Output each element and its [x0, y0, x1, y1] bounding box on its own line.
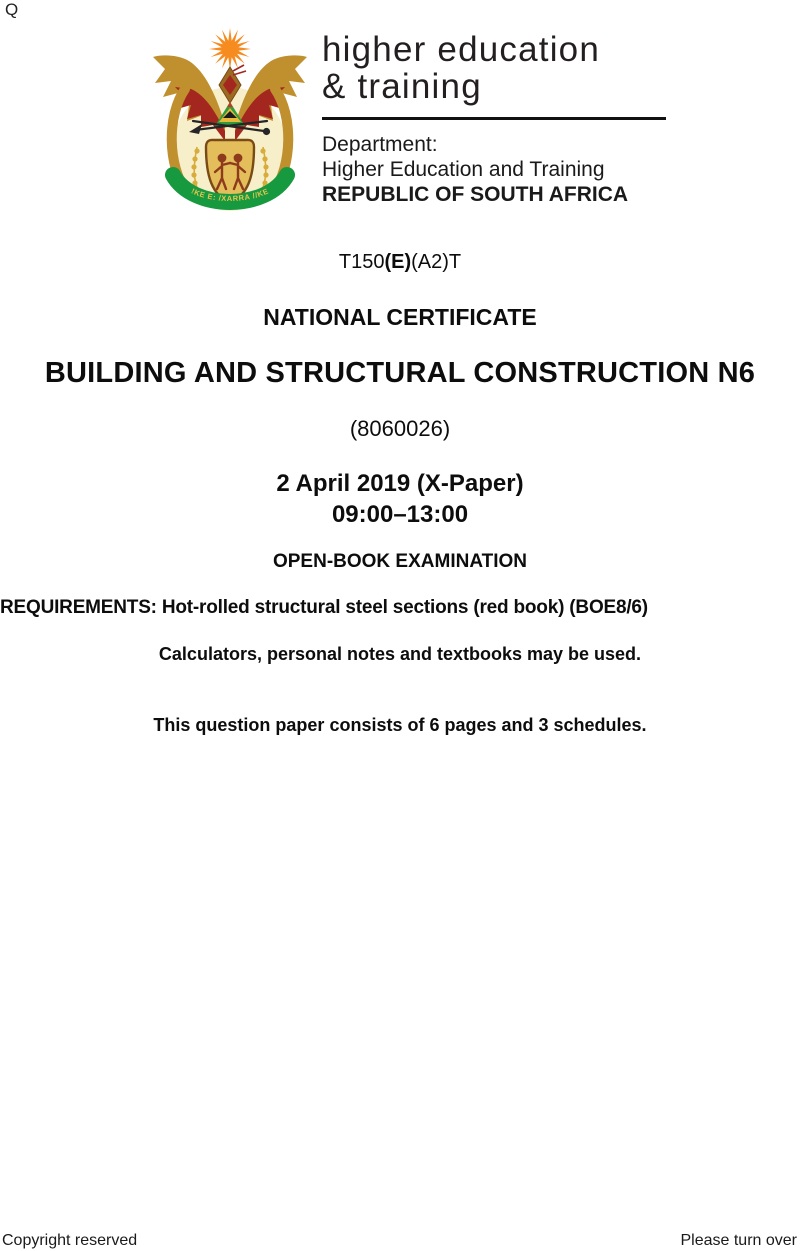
paper-code-language: (E): [384, 251, 412, 273]
turn-over-note: Please turn over: [680, 1232, 797, 1249]
certificate-title: NATIONAL CERTIFICATE: [263, 304, 537, 330]
dept-label: Department:: [322, 133, 438, 156]
paper-code-prefix: T150: [338, 251, 385, 273]
wordmark-line-1: higher education: [322, 30, 601, 69]
dept-country: REPUBLIC OF SOUTH AFRICA: [322, 183, 629, 206]
consists-line: This question paper consists of 6 pages and 3 schedules.: [153, 715, 647, 735]
coat-of-arms-logo: [145, 27, 315, 223]
subject-code: (8060026): [349, 416, 451, 441]
wordmark-line-2: & training: [322, 67, 482, 106]
logo-motto: !KE E: /XARRA //KE: [189, 186, 271, 204]
paper-code-suffix: (A2)T: [411, 251, 462, 273]
dept-wordmark: [322, 31, 600, 105]
paper-code: [0, 251, 800, 274]
allowed-materials-line: Calculators, personal notes and textbooks may be used.: [158, 644, 642, 664]
dept-identity-block: [322, 132, 628, 207]
requirements-line: REQUIREMENTS: Hot-rolled structural steel sections (red book) (BOE8/6): [0, 597, 648, 618]
exam-time: 09:00–13:00: [331, 501, 469, 528]
exam-type: OPEN-BOOK EXAMINATION: [272, 551, 528, 572]
exam-datetime: [0, 468, 800, 530]
corner-mark: Q: [5, 0, 19, 19]
dept-name: Higher Education and Training: [322, 158, 605, 181]
exam-date: 2 April 2019 (X-Paper): [276, 470, 524, 497]
wordmark-divider: [322, 117, 666, 120]
copyright-note: Copyright reserved: [2, 1232, 138, 1249]
coat-of-arms-icon: [145, 27, 315, 223]
subject-title: BUILDING AND STRUCTURAL CONSTRUCTION N6: [44, 357, 756, 389]
